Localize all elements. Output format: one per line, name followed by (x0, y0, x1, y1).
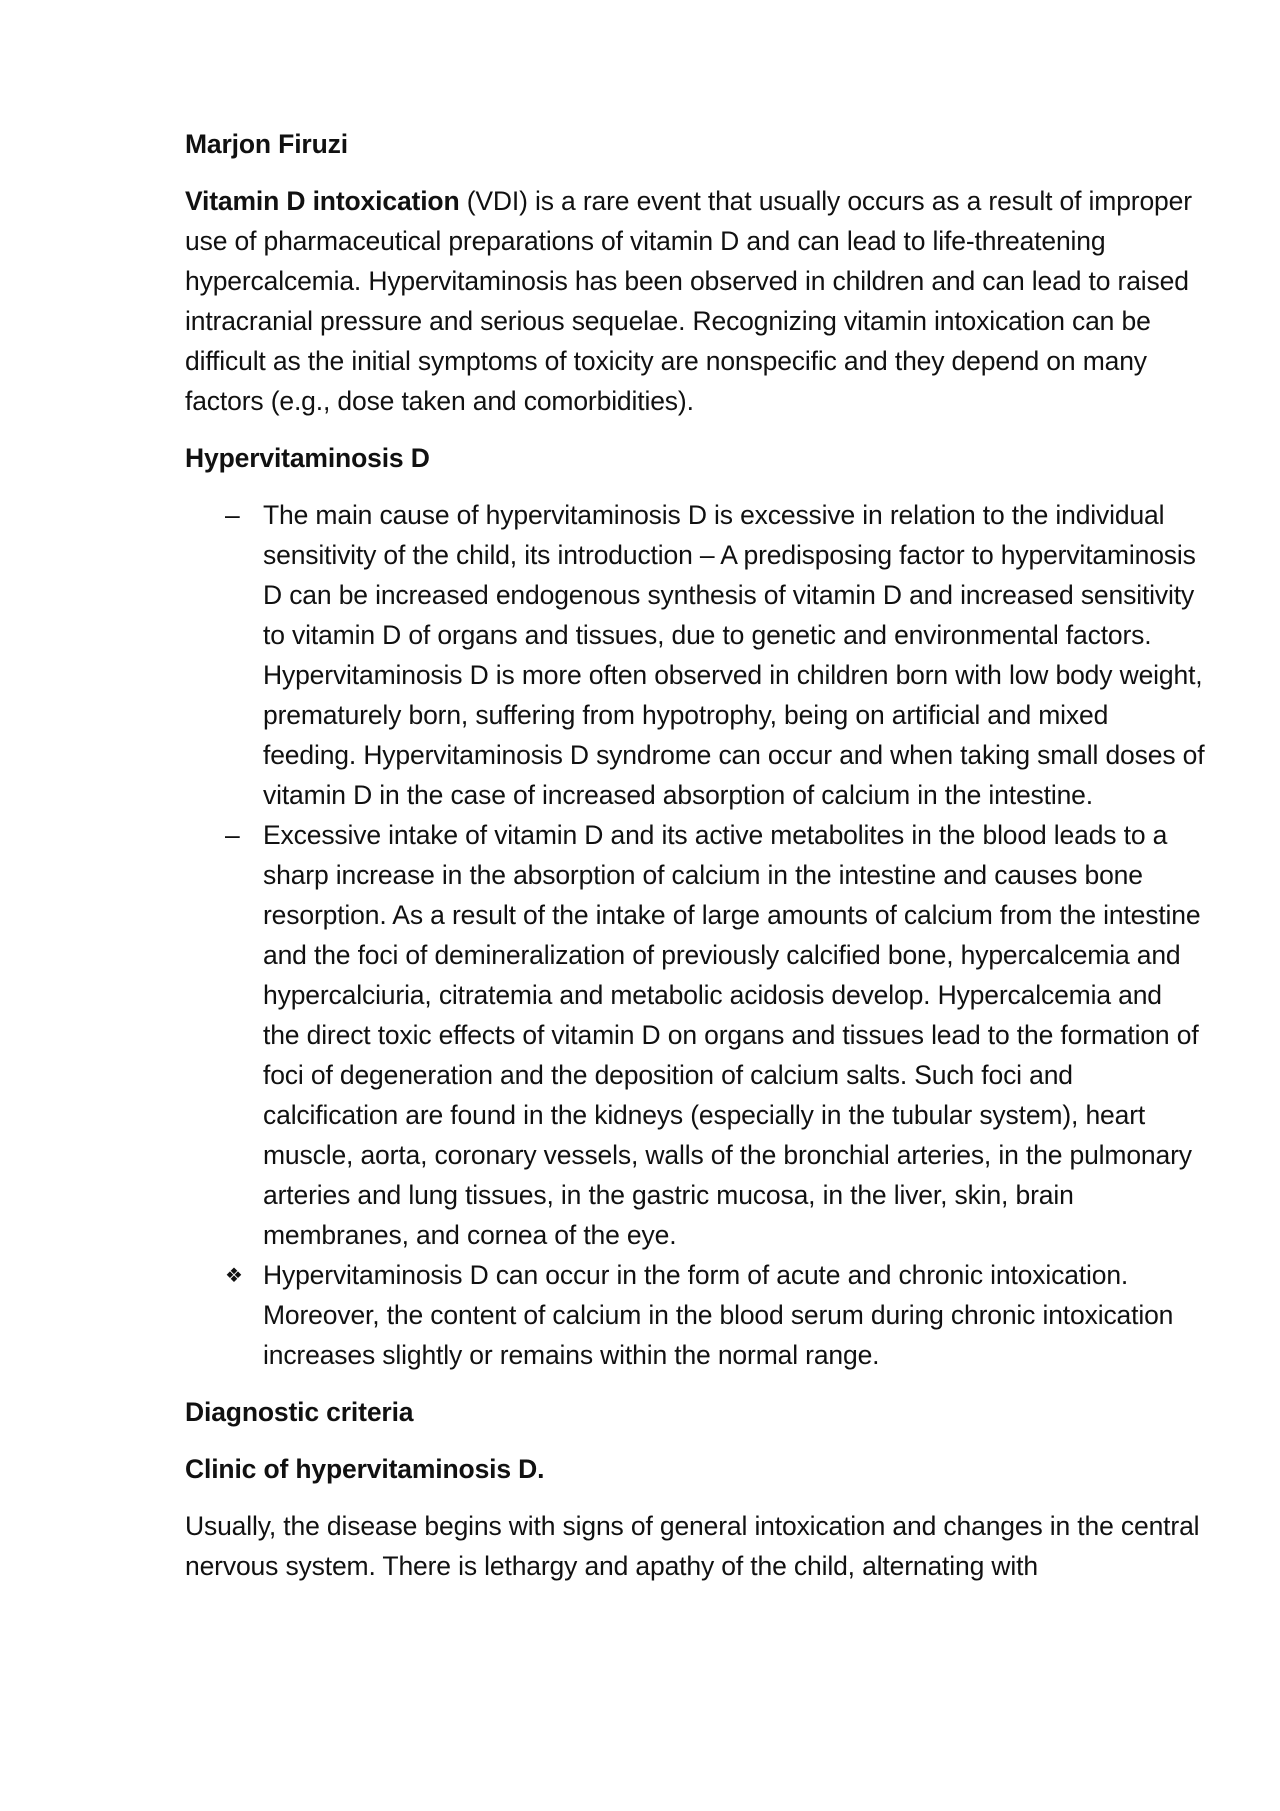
diamond-bullet-icon: ❖ (225, 1265, 243, 1287)
section-heading-hypervitaminosis: Hypervitaminosis D (185, 443, 430, 473)
clinic-paragraph: Usually, the disease begins with signs of general intoxication and changes in the central nervous system. There is lethargy and apathy of the child, alternating with (185, 1511, 1200, 1581)
section-heading-diagnostic-criteria: Diagnostic criteria (185, 1397, 414, 1427)
dash-bullet-icon: – (225, 820, 240, 850)
list-item-text: Hypervitaminosis D can occur in the form of acute and chronic intoxication. Moreover, the content of calcium in the blood serum during chronic intoxication increases slightly or remains within the normal range. (263, 1260, 1174, 1370)
list-item (185, 495, 1205, 815)
intro-term: Vitamin D intoxication (185, 186, 460, 216)
document-page (185, 124, 1205, 1603)
intro-text: (VDI) is a rare event that usually occurs as a result of improper use of pharmaceutical preparations of vitamin D and can lead to life-threatening hypercalcemia. Hypervitaminosis has been observed in children and can lead to raised intracranial pressure and serious sequelae. Recognizing vitamin intoxication can be difficult as the initial symptoms of toxicity are nonspecific and they depend on many factors (e.g., dose taken and comorbidities). (185, 186, 1192, 416)
list-item-text: The main cause of hypervitaminosis D is excessive in relation to the individual sensitivity of the child, its introduction – A predisposing factor to hypervitaminosis D can be increased endogenous synthesis of vitamin D and increased sensitivity to vitamin D of organs and tissues, due to genetic and environmental factors. Hypervitaminosis D is more often observed in children born with low body weight, prematurely born, suffering from hypotrophy, being on artificial and mixed feeding. Hypervitaminosis D syndrome can occur and when taking small doses of vitamin D in the case of increased absorption of calcium in the intestine. (263, 500, 1205, 810)
dash-bullet-icon: – (225, 500, 240, 530)
author-name: Marjon Firuzi (185, 129, 348, 159)
intro-paragraph (185, 181, 1205, 421)
list-item (185, 1255, 1205, 1375)
section-heading-clinic: Clinic of hypervitaminosis D. (185, 1454, 545, 1484)
list-item (185, 815, 1205, 1255)
hypervitaminosis-list (185, 495, 1205, 1375)
list-item-text: Excessive intake of vitamin D and its active metabolites in the blood leads to a sharp increase in the absorption of calcium in the intestine and causes bone resorption. As a result of the intake of large amounts of calcium from the intestine and the foci of demineralization of previously calcified bone, hypercalcemia and hypercalciuria, citratemia and metabolic acidosis develop. Hypercalcemia and the direct toxic effects of vitamin D on organs and tissues lead to the formation of foci of degeneration and the deposition of calcium salts. Such foci and calcification are found in the kidneys (especially in the tubular system), heart muscle, aorta, coronary vessels, walls of the bronchial arteries, in the pulmonary arteries and lung tissues, in the gastric mucosa, in the liver, skin, brain membranes, and cornea of the eye. (263, 820, 1201, 1250)
